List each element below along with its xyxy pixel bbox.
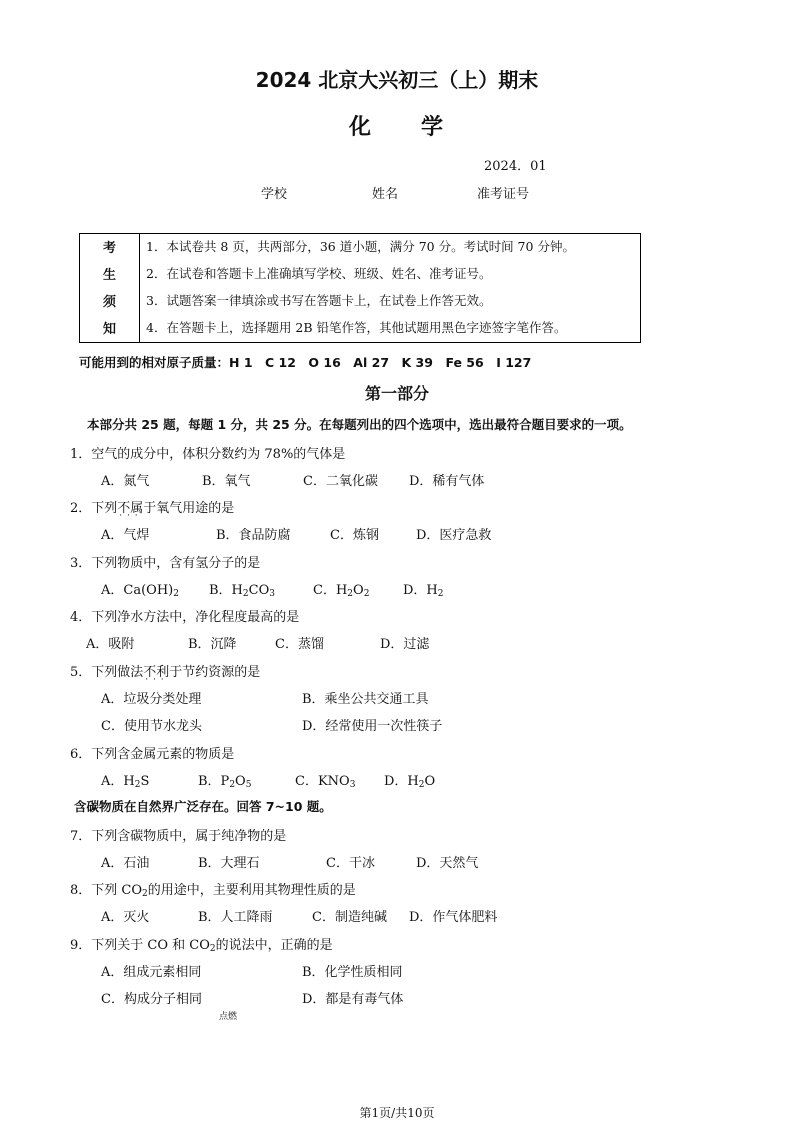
question-stem: 6．下列含金属元素的物质是 bbox=[70, 747, 235, 762]
part-instruction: 本部分共 25 题，每题 1 分，共 25 分。在每题列出的四个选项中，选出最符合题目要求的一项。 bbox=[87, 417, 632, 432]
notice-item: 4．在答题卡上，选择题用 2B 铅笔作答，其他试题用黑色字迹签字笔作答。 bbox=[146, 320, 567, 335]
question-stem: 2．下列不属于 · · ·氧气用途的是 bbox=[70, 497, 234, 516]
option-d: D．都是有毒气体 bbox=[302, 992, 404, 1007]
exam-date: 2024．01 bbox=[484, 159, 547, 174]
option-c: C．$KNO_3$ bbox=[295, 774, 356, 790]
option-b: B．$H_2CO_3$ bbox=[209, 583, 275, 599]
notice-side-char: 须 bbox=[102, 295, 116, 310]
group-intro: 含碳物质在自然界广泛存在。回答 7~10 题。 bbox=[74, 799, 332, 814]
option-c: C．构成分子相同 bbox=[101, 992, 202, 1007]
option-c: C．蒸馏 bbox=[275, 637, 324, 652]
option-c: C．使用节水龙头 bbox=[101, 719, 202, 734]
notice-divider bbox=[139, 234, 140, 342]
emphasis-dots: 不利于 · · · bbox=[143, 665, 182, 680]
atomic-masses: 可能用到的相对原子质量：H 1 C 12 O 16 Al 27 K 39 Fe 56 I 127 bbox=[79, 355, 532, 370]
notice-item: 1．本试卷共 8 页，共两部分，36 道小题，满分 70 分。考试时间 70 分钟。 bbox=[146, 239, 575, 254]
field-school: 学校 bbox=[261, 187, 288, 202]
notice-side-char: 考 bbox=[102, 241, 116, 256]
question-stem: 1．空气的成分中，体积分数约为 78%的气体是 bbox=[70, 447, 346, 462]
notice-item: 3．试题答案一律填涂或书写在答题卡上，在试卷上作答无效。 bbox=[146, 293, 492, 308]
option-d: D．天然气 bbox=[416, 856, 479, 871]
option-b: B．人工降雨 bbox=[198, 910, 273, 925]
notice-side-char: 生 bbox=[102, 268, 116, 283]
ignite-condition-label: 点燃 bbox=[219, 1012, 238, 1022]
option-a: A．吸附 bbox=[86, 637, 135, 652]
option-a: A．氮气 bbox=[101, 474, 150, 489]
emphasis-dots: 不属于 · · · bbox=[117, 501, 156, 516]
option-d: D．经常使用一次性筷子 bbox=[302, 719, 443, 734]
option-a: A．垃圾分类处理 bbox=[101, 692, 202, 707]
option-b: B．氧气 bbox=[202, 474, 251, 489]
question-stem: 8．下列 $CO_2$的用途中，主要利用其物理性质的是 bbox=[70, 883, 356, 899]
option-c: C．制造纯碱 bbox=[312, 910, 387, 925]
notice-side-char: 知 bbox=[102, 322, 116, 337]
question-stem: 4．下列净水方法中，净化程度最高的是 bbox=[70, 610, 300, 625]
option-b: B．乘坐公共交通工具 bbox=[302, 692, 429, 707]
field-exam-id: 准考证号 bbox=[477, 187, 530, 202]
option-a: A．气焊 bbox=[101, 528, 150, 543]
option-d: D．过滤 bbox=[380, 637, 430, 652]
option-c: C．干冰 bbox=[326, 856, 375, 871]
option-a: A．$Ca(OH)_2$ bbox=[101, 583, 179, 599]
option-a: A．石油 bbox=[101, 856, 150, 871]
question-stem: 5．下列做法不利于 · · ·节约资源的是 bbox=[70, 661, 260, 680]
option-d: D．$H_2O$ bbox=[384, 774, 436, 790]
option-d: D．作气体肥料 bbox=[409, 910, 498, 925]
option-d: D．医疗急救 bbox=[416, 528, 492, 543]
option-b: B．大理石 bbox=[198, 856, 260, 871]
part-title: 第一部分 bbox=[364, 384, 429, 403]
option-a: A．$H_2S$ bbox=[101, 774, 150, 790]
option-c: C．二氧化碳 bbox=[303, 474, 378, 489]
question-stem: 7．下列含碳物质中，属于纯净物的是 bbox=[70, 829, 287, 844]
question-stem: 9．下列关于 CO 和 $CO_2$的说法中，正确的是 bbox=[70, 938, 333, 954]
field-name: 姓名 bbox=[372, 187, 399, 202]
question-stem: 3．下列物质中，含有氢分子的是 bbox=[70, 556, 261, 571]
option-d: D．$H_2$ bbox=[403, 583, 444, 599]
option-a: A．灭火 bbox=[101, 910, 150, 925]
option-b: B．化学性质相同 bbox=[302, 965, 403, 980]
option-c: C．$H_2O_2$ bbox=[313, 583, 370, 599]
exam-notice-box bbox=[79, 233, 641, 343]
option-b: B．沉降 bbox=[188, 637, 237, 652]
notice-item: 2．在试卷和答题卡上准确填写学校、班级、姓名、准考证号。 bbox=[146, 266, 492, 281]
subject-title: 化 学 bbox=[348, 115, 445, 140]
option-c: C．炼钢 bbox=[330, 528, 379, 543]
option-d: D．稀有气体 bbox=[409, 474, 485, 489]
page-footer: 第1页/共10页 bbox=[359, 1106, 435, 1120]
option-b: B．食品防腐 bbox=[216, 528, 291, 543]
option-a: A．组成元素相同 bbox=[101, 965, 202, 980]
page-title: 2024 北京大兴初三（上）期末 bbox=[255, 68, 539, 92]
option-b: B．$P_2O_5$ bbox=[198, 774, 252, 790]
